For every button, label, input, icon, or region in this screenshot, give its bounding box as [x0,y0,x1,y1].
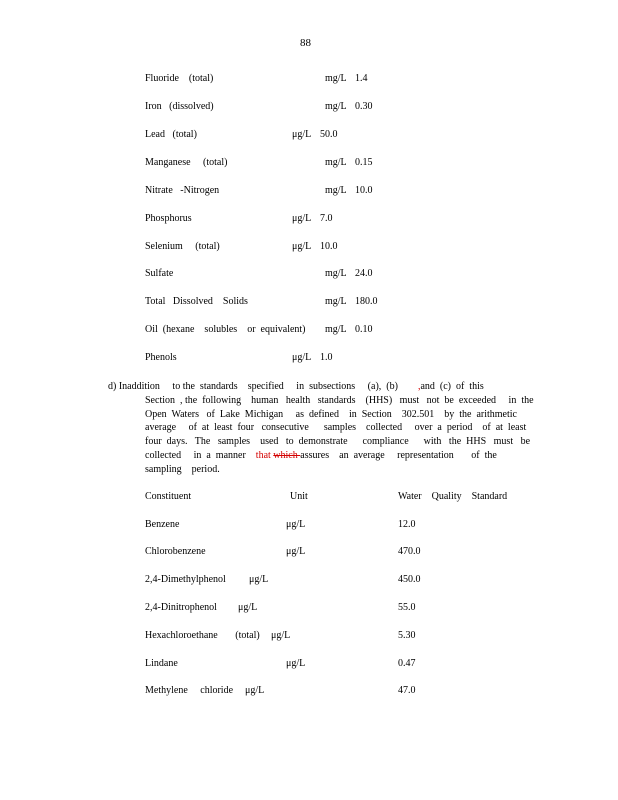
table2-row-unit: μg/L [245,685,265,696]
paragraph-line: Open Waters of Lake Michigan as defined in Section 302.501 by the arithmetic [145,408,517,420]
table2-row-name: 2,4-Dinitrophenol [145,602,217,613]
table1-row-name: Oil (hexane solubles or equivalent) [145,324,306,335]
table1-row-value: 7.0 [320,213,333,224]
table1-row-unit: mg/L [325,73,347,84]
inserted-text: that [255,449,274,461]
table1-row-name: Nitrate -Nitrogen [145,185,220,196]
table1-row-name: Total Dissolved Solids [145,296,248,307]
table2-row-name: Benzene [145,519,180,530]
table1-row-unit: mg/L [325,324,347,335]
table2-row-name: Lindane [145,658,178,669]
table2-row-unit: μg/L [271,630,291,641]
deleted-text: which [273,449,301,461]
paragraph-line [108,449,548,463]
table1-row-value: 1.0 [320,352,333,363]
table1-row-unit: μg/L [292,241,312,252]
table2-row-unit: μg/L [238,602,258,613]
table1-row-unit: mg/L [325,296,347,307]
paragraph-line: four days. The samples used to demonstrate compliance with the HHS must be [145,436,531,448]
table1-row-unit: mg/L [325,101,347,112]
table1-row-name: Phosphorus [145,213,192,224]
table2-header-unit: Unit [290,491,308,502]
table2-row-name: 2,4-Dimethylphenol [145,574,226,585]
table1-row-value: 10.0 [320,241,338,252]
table2-row-unit: μg/L [286,546,306,557]
table2-row-value: 450.0 [398,574,421,585]
paragraph-line: Section , the following human health standards (HHS) must not be exceeded in the [145,394,534,406]
paragraph-text: d) Inaddition to the standards specified in subsections (a), (b) [108,381,418,392]
table1-row-name: Selenium (total) [145,241,220,252]
table2-row-value: 5.30 [398,630,416,641]
table2-header-wqs: Water Quality Standard [398,491,508,502]
table2-row-value: 55.0 [398,602,416,613]
table1-row-value: 0.30 [355,101,373,112]
table1-row-name: Sulfate [145,268,174,279]
table2-row-unit: μg/L [286,658,306,669]
table2-row-name: Chlorobenzene [145,546,206,557]
table1-row-name: Manganese (total) [145,157,228,168]
table1-row-unit: μg/L [292,352,312,363]
paragraph-text: assures an average representation of the [300,449,497,461]
table1-row-name: Lead (total) [145,129,197,140]
table2-row-value: 470.0 [398,546,421,557]
table1-row-name: Phenols [145,352,177,363]
paragraph-line [108,380,548,394]
paragraph-text: and (c) of this [420,381,484,392]
table2-row-value: 0.47 [398,658,416,669]
table1-row-value: 0.15 [355,157,373,168]
table1-row-unit: mg/L [325,185,347,196]
table1-row-value: 24.0 [355,268,373,279]
table1-row-unit: μg/L [292,213,312,224]
table2-row-value: 12.0 [398,519,416,530]
table1-row-unit: mg/L [325,268,347,279]
insertion-mark: , [417,381,421,392]
table2-row-unit: μg/L [249,574,269,585]
table1-row-value: 1.4 [355,73,368,84]
table2-row-value: 47.0 [398,685,416,696]
paragraph-d [108,380,548,477]
table1-row-unit: μg/L [292,129,312,140]
table2-row-name: Hexachloroethane (total) [145,630,260,641]
paragraph-line: sampling period. [145,463,220,475]
paragraph-line: average of at least four consecutive samples collected over a period of at least [145,422,527,434]
table1-row-value: 180.0 [355,296,378,307]
paragraph-text: collected in a manner [145,449,256,461]
page-number: 88 [300,37,311,49]
table1-row-unit: mg/L [325,157,347,168]
table1-row-name: Fluoride (total) [145,73,214,84]
table1-row-value: 10.0 [355,185,373,196]
table1-row-value: 50.0 [320,129,338,140]
table1-row-name: Iron (dissolved) [145,101,214,112]
table2-row-unit: μg/L [286,519,306,530]
table1-row-value: 0.10 [355,324,373,335]
table2-row-name: Methylene chloride [145,685,234,696]
table2-header-constituent: Constituent [145,491,192,502]
